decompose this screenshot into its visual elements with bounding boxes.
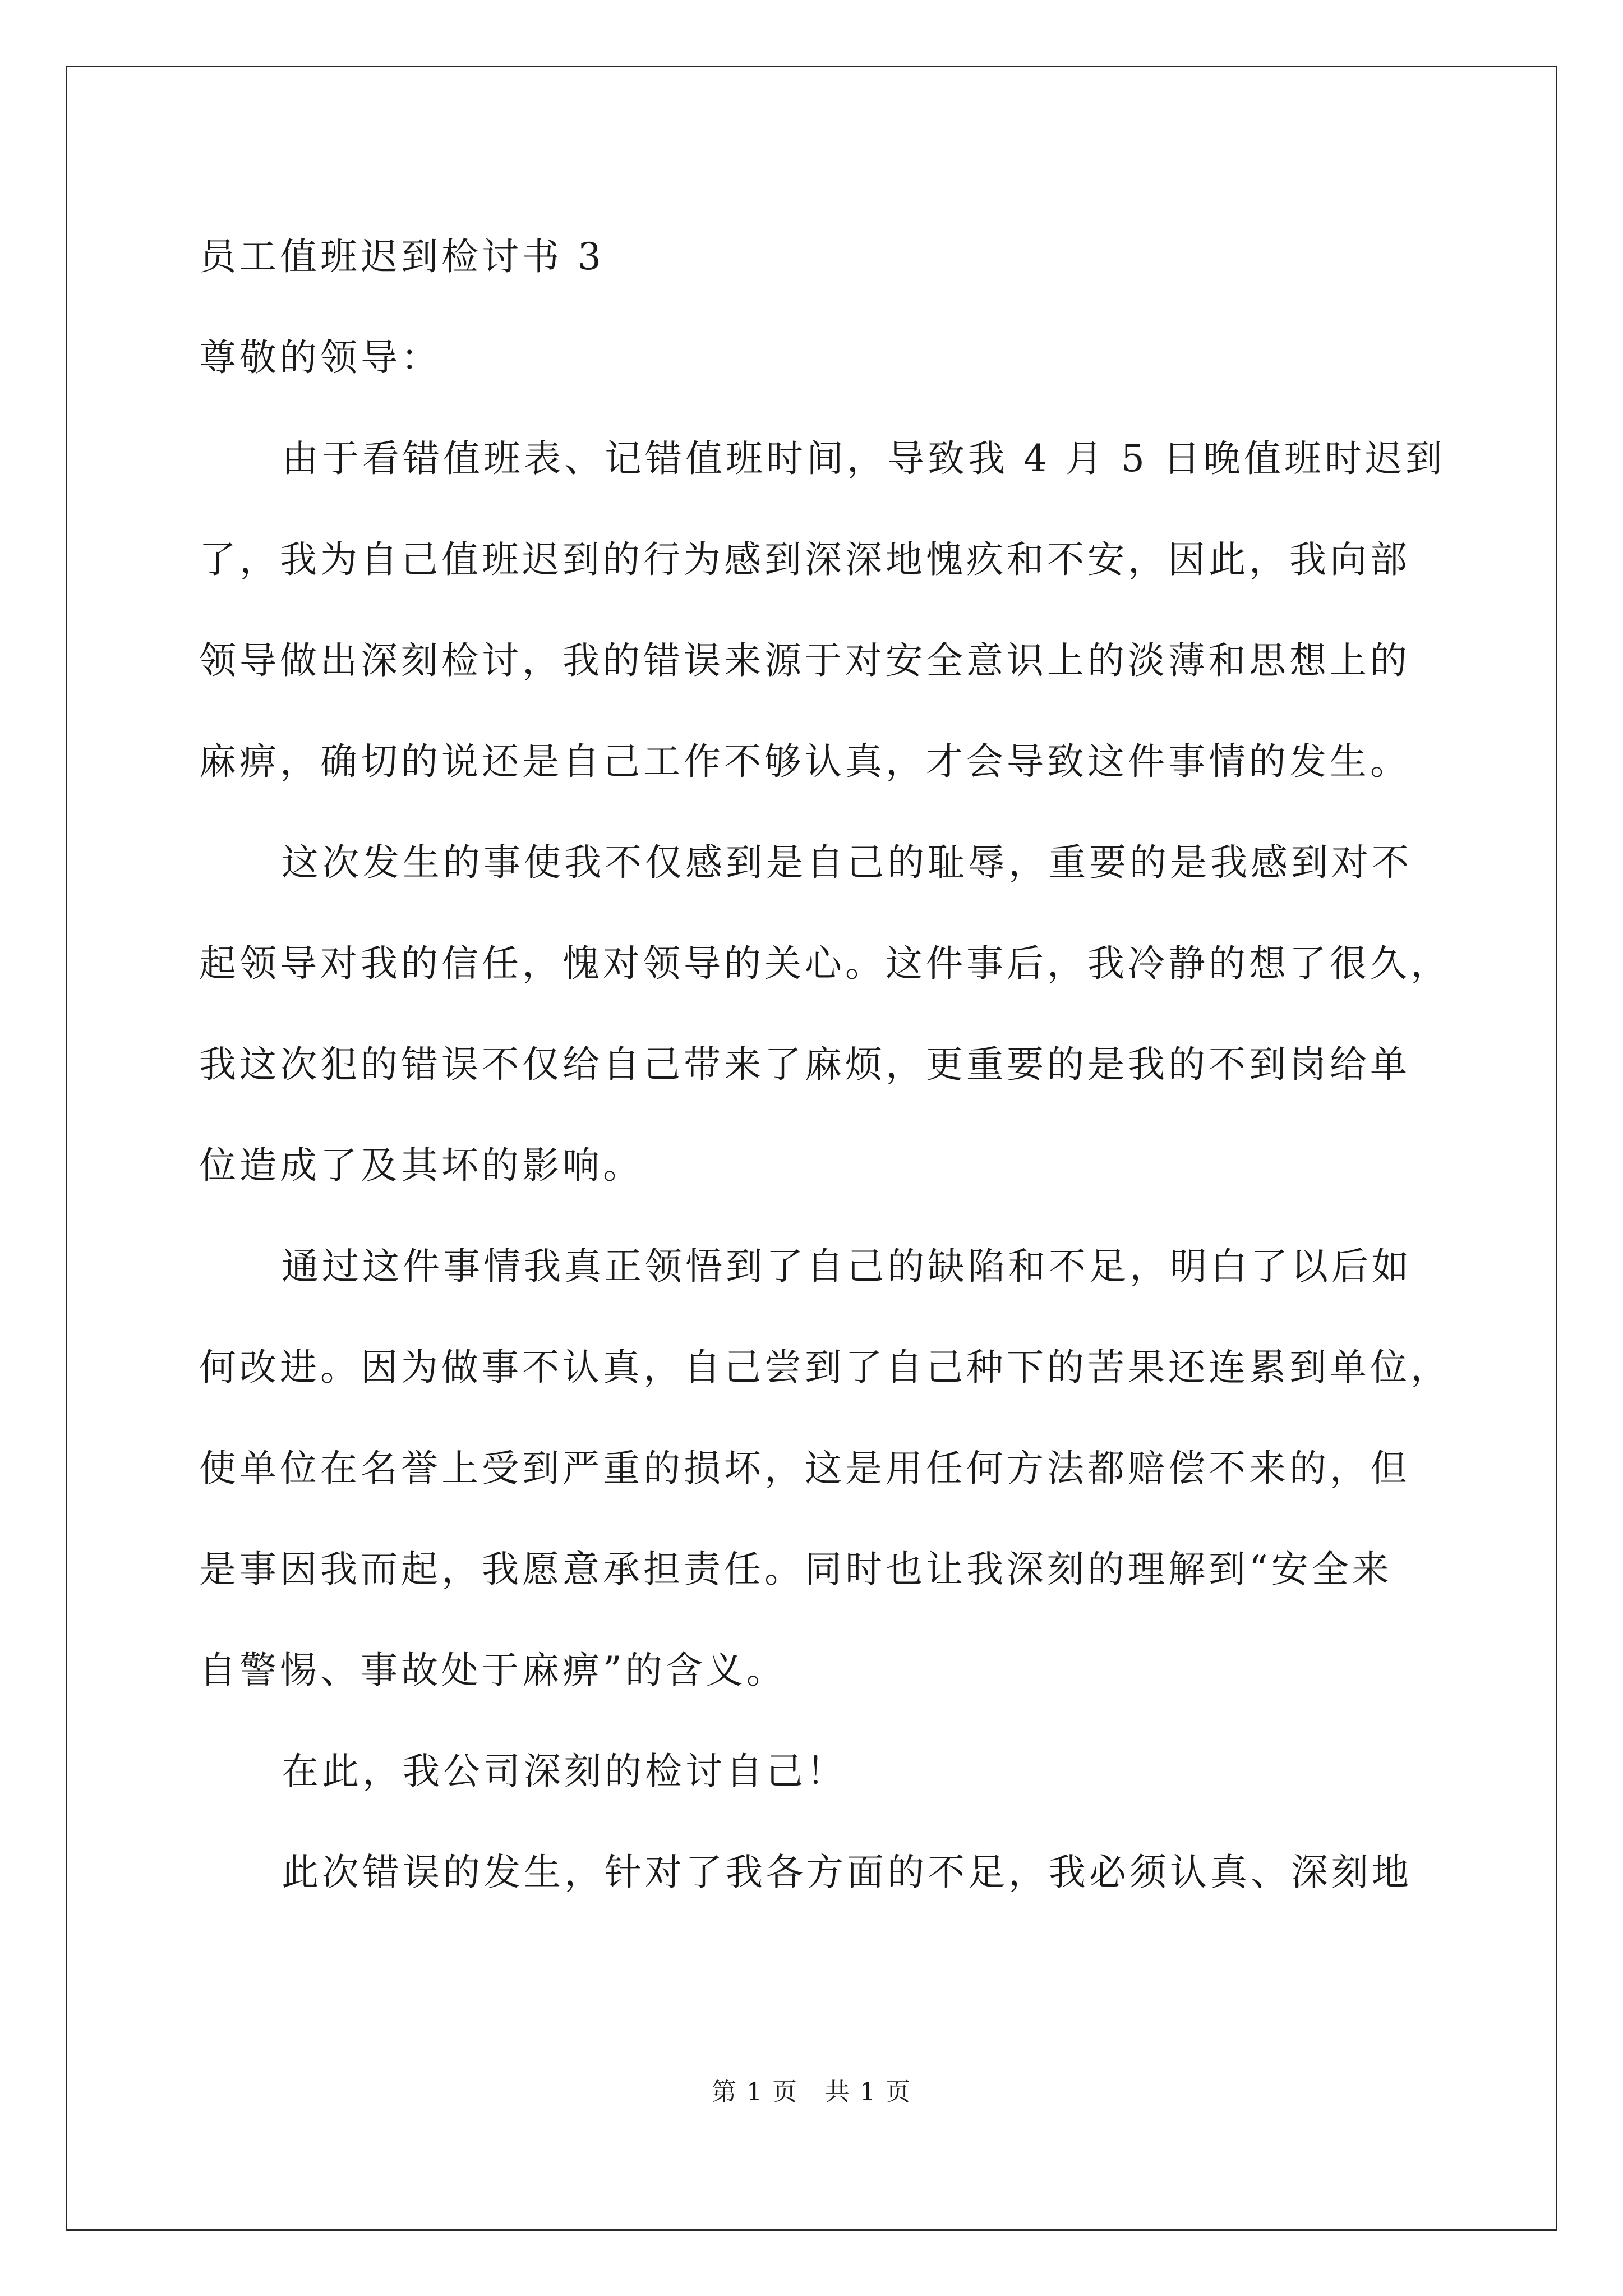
- paragraph-line: 这次发生的事使我不仅感到是自己的耻辱，重要的是我感到对不: [282, 841, 1412, 884]
- salutation: 尊敬的领导：: [199, 336, 441, 379]
- paragraph-line: 麻痹，确切的说还是自己工作不够认真，才会导致这件事情的发生。: [199, 740, 1410, 783]
- paragraph-line: 领导做出深刻检讨，我的错误来源于对安全意识上的淡薄和思想上的: [199, 639, 1410, 682]
- paragraph-line: 在此，我公司深刻的检讨自己！: [282, 1750, 847, 1793]
- paragraph-line: 何改进。因为做事不认真，自己尝到了自己种下的苦果还连累到单位，: [199, 1346, 1451, 1389]
- paragraph-line: 此次错误的发生，针对了我各方面的不足，我必须认真、深刻地: [282, 1851, 1412, 1894]
- paragraph-line: 自警惕、事故处于麻痹”的含义。: [199, 1649, 787, 1692]
- paragraph-line: 起领导对我的信任，愧对领导的关心。这件事后，我冷静的想了很久，: [199, 942, 1451, 985]
- paragraph-line: 使单位在名誉上受到严重的损坏，这是用任何方法都赔偿不来的，但: [199, 1447, 1410, 1490]
- paragraph-line: 位造成了及其坏的影响。: [199, 1144, 643, 1187]
- paragraph-line: 我这次犯的错误不仅给自己带来了麻烦，更重要的是我的不到岗给单: [199, 1043, 1410, 1086]
- page-total: 共 1 页: [825, 2078, 911, 2106]
- paragraph-line: 是事因我而起，我愿意承担责任。同时也让我深刻的理解到“安全来: [199, 1548, 1393, 1591]
- page-footer: [0, 2076, 1623, 2109]
- paragraph-line: 了，我为自己值班迟到的行为感到深深地愧疚和不安，因此，我向部: [199, 538, 1410, 581]
- page-number: 第 1 页: [712, 2078, 798, 2106]
- paragraph-line: 通过这件事情我真正领悟到了自己的缺陷和不足，明白了以后如: [282, 1245, 1412, 1288]
- paragraph-line: 由于看错值班表、记错值班时间，导致我 4 月 5 日晚值班时迟到: [282, 437, 1446, 480]
- document-title: 员工值班迟到检讨书 3: [199, 235, 605, 278]
